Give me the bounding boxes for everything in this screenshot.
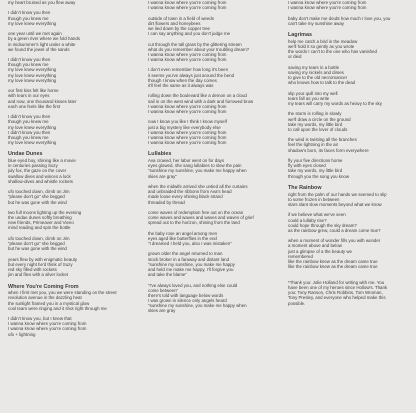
lyric-line: I wanna know where you're coming from <box>148 140 227 146</box>
lyric-line: Tony Presley, and everyone who helped make this <box>288 295 386 301</box>
lyric-line: who knows how to talk to the dead <box>288 80 356 86</box>
lyric-line: ufo touched down, climb on Jim <box>8 235 70 241</box>
lyric-line: july fox, the gaze on the cover <box>8 168 67 174</box>
lyric-line: the undae dunes softly breathing <box>8 215 72 221</box>
lyric-line: take my words, my little bird <box>288 168 343 174</box>
lyric-line: I wanna know where you're coming from <box>288 0 367 5</box>
lyric-line: “I dreamed I held you, also I was mistaken” <box>148 241 232 247</box>
lyric-line: new friends, Primeaver and Vieno <box>8 220 74 226</box>
lyric-line: made loose every shining black strand <box>148 194 223 200</box>
lyric-line: though I know when the day comes <box>148 77 217 83</box>
lyric-line: like the rainbow knew as the dream came true <box>288 259 378 264</box>
lyric-line: skies are gray” <box>148 173 177 179</box>
verse <box>288 0 412 10</box>
lyric-line: right from the palm of our hands we seemed to slip <box>288 191 387 197</box>
verse-gap <box>148 314 280 319</box>
lyric-line: my love knew everything <box>8 77 57 83</box>
verse <box>288 212 412 233</box>
verse <box>148 16 280 37</box>
lyric-line: “sunshine my sunshine, you make me happy when <box>148 303 247 309</box>
lyric-line: but he was gone with the wind <box>8 199 67 205</box>
lyric-line: grown older the angel returned to man <box>148 251 223 257</box>
verse <box>148 231 280 247</box>
lyric-line: when a moment of wonder fills you with wonder <box>288 238 381 244</box>
lyric-line: tears fall as you write <box>288 95 330 101</box>
lyric-line: like the rainbow knew as the dream came true <box>288 264 378 270</box>
lyric-line: the storm is rolling in slowly <box>288 111 342 117</box>
lyric-line: outside of town in a field of weeds <box>148 15 214 21</box>
lyric-line: stock broker in a faraway and distant land <box>148 256 230 262</box>
lyric-line: blue eyed boy, shining like a movie <box>8 158 76 164</box>
lyric-line: in centuries passing Suzy <box>8 163 58 169</box>
verse-gap <box>288 306 412 311</box>
lyric-line: fly with eyes closed <box>288 163 326 169</box>
lyric-line: now I know you like I think I know myself <box>148 119 227 125</box>
lyric-line: come waves of redemption free out on the ocean <box>148 209 244 215</box>
lyric-line: help me catch a bird in the meadow <box>288 38 358 44</box>
verse <box>288 111 412 132</box>
lyric-line: when the midwife arrived she untied all the curtains <box>148 183 248 189</box>
lyric-line: I don't even remember how long it's been <box>148 67 229 73</box>
lyric-line: come waves and waves and waves and waves of grief <box>148 215 254 221</box>
verse <box>8 114 140 145</box>
verse <box>288 65 412 86</box>
lyric-line: to some frozen in between <box>288 196 340 202</box>
verse-gap <box>288 179 412 184</box>
lyric-line: by a green river where we fold hands <box>8 36 80 42</box>
lyric-line: it seems you've always just around the bend <box>148 72 235 78</box>
lyric-line: my heart bruised as you flew away <box>8 0 76 5</box>
verse-gap <box>288 26 412 31</box>
lyric-line: we'll hold it so gently as you wrote <box>288 43 355 49</box>
lyric-line: you: Tony Ranson, Chris Robbins, Tom Wroman, <box>288 290 383 296</box>
lyric-line: but he was gone with the wind <box>8 246 67 252</box>
lyric-line: each one feels like the first <box>8 103 60 109</box>
verse <box>8 57 140 83</box>
lyric-line: “sunshine my sunshine, you make me happy <box>148 261 235 267</box>
verse <box>288 280 412 306</box>
lyric-line: spread out to the horizon, shining from the land <box>148 220 240 226</box>
lyric-line: my love knew everything <box>8 72 57 78</box>
lyric-line: the sunlight framed you in a mystical glow <box>8 300 90 306</box>
verse <box>288 91 412 107</box>
verse <box>288 238 412 269</box>
lyric-line: what do you remember about your troubling dream? <box>148 46 250 52</box>
lyric-line: I didn't know you then <box>8 10 51 16</box>
lyric-line: the wind is twisting all the branches <box>288 137 357 143</box>
lyric-line: through you the song you know <box>288 173 350 179</box>
lyric-line: and unbraided the ribbons from Ava's head <box>148 189 232 195</box>
lyric-line: jim and flies with a silver locket <box>8 272 69 278</box>
lyric-line: revolution avenue in the dazzling heat <box>8 295 82 301</box>
lyric-line: I wanna know where you're coming from <box>148 134 227 140</box>
lyric-line: or died <box>288 54 302 60</box>
lyric-line: in midsummer's light under a white <box>8 41 76 47</box>
lyric-line: saving my nickels and dimes <box>288 69 344 75</box>
lyric-line: red sky filled with rockets <box>8 266 57 272</box>
verse <box>148 0 280 10</box>
verse <box>148 283 280 314</box>
lyric-line: I wanna know where you're coming from <box>148 108 227 114</box>
lyric-line: can't take my sunshine away <box>288 20 344 26</box>
song-section <box>148 151 280 178</box>
verse <box>148 184 280 205</box>
lyric-line: fly your five directions home <box>288 158 343 164</box>
lyric-line: a moment above and below <box>288 243 342 249</box>
lyric-line: dirt flowers and honeybees <box>148 20 201 26</box>
lyric-line: I wanna know where you're coming from <box>148 0 227 5</box>
lyric-line: saving my tears in a bottle <box>288 64 340 70</box>
lyric-line: years flew by with enigmatic beauty <box>8 256 78 262</box>
verse <box>8 257 140 278</box>
lyric-line: rolling down the boulevard like a demon on a cloud <box>148 93 247 99</box>
lyric-line: I didn't know you then <box>8 57 51 63</box>
verse <box>8 31 140 52</box>
lyric-line: with tears in our eyes <box>8 93 50 99</box>
lyric-line: though you knew me <box>8 15 49 21</box>
lyric-line: I wanna know where you're coming from <box>148 129 227 135</box>
lyric-line: eyes glowed, she sang lullabies to slow the pain <box>148 163 242 169</box>
verse <box>148 67 280 88</box>
lyric-line: but every night he'd think of Suzy <box>8 261 73 267</box>
verse <box>8 236 140 252</box>
lyric-line: “sunshine my sunshine, you make me happy when <box>148 168 247 174</box>
verse <box>8 10 140 26</box>
lyric-line: just a glimpse of a the beauty we <box>288 248 352 254</box>
song-title: Lagrimas <box>288 32 312 39</box>
lyric-line: my love knew everything <box>8 140 57 146</box>
lyric-line: cut through the tall grass by the glittering stream <box>148 41 242 47</box>
lyric-line: when I first met you, you we were standing on the street <box>8 290 117 296</box>
lyric-line: “please don't go” she begged <box>8 241 65 247</box>
lyric-line: I didn't know you then <box>8 129 51 135</box>
song-section <box>8 284 140 311</box>
verse <box>288 16 412 26</box>
lyric-line: I was grown in silence only angels heard <box>148 298 227 304</box>
lyric-line: if we believe what we've seen <box>288 212 346 218</box>
lyric-line: possible. <box>288 300 306 306</box>
verse <box>8 88 140 109</box>
lyric-line: to give to the old necromancer <box>288 75 348 81</box>
lyric-line: and now, one thousand kisses later <box>8 98 77 104</box>
lyric-line: shadow's born, its faces form everywhere <box>288 147 369 153</box>
lyric-line: just a big mystery like everybody else <box>148 124 221 130</box>
lyric-line: could hope through the sky dream? <box>288 222 357 228</box>
lyrics-column-3 <box>288 0 412 311</box>
lyric-line: I wanna know where you're coming from <box>148 5 227 11</box>
lyric-line: my love knew everything <box>8 124 57 130</box>
song-title: Lullabies <box>148 151 172 158</box>
lyric-line: stars slant slow moments beyond what we know <box>288 201 382 207</box>
lyric-line: could a lullaby rise? <box>288 217 327 223</box>
lyric-line: cool tears were ringing and it shot right through me <box>8 305 107 311</box>
lyric-line: mind reading and spin the bottle <box>8 225 71 231</box>
verse-gap <box>8 277 140 282</box>
lyric-line: baby don't make me doubt how much I love you, you <box>288 15 391 21</box>
verse-gap <box>8 145 140 150</box>
verse <box>288 137 412 153</box>
verse <box>148 93 280 114</box>
song-section <box>288 185 412 207</box>
song-title: Where You're Coming From <box>8 283 79 290</box>
lyric-line: slip your quill into my well <box>288 90 338 96</box>
lyric-line: we lied down by the copper tree <box>148 25 210 31</box>
lyric-line: we found the jewel of the sands <box>8 46 70 52</box>
lyric-line: it'll feel the same as it always was <box>148 83 214 88</box>
lyric-line: though you knew me <box>8 62 49 68</box>
lyric-line: two full moons lighting up the evening <box>8 209 82 215</box>
song-title: Undae Dunes <box>8 151 43 158</box>
lyric-line: to call upon the lover of clouds <box>288 126 348 132</box>
lyric-line: ufo touched down, climb on Jim <box>8 189 70 195</box>
lyric-line: “I've always loved you, and nothing else could <box>148 282 238 288</box>
lyric-line: and held me make me happy, I'll forgive you <box>148 266 234 272</box>
lyric-line: swallow dives and winces a lock <box>8 173 71 179</box>
lyric-line: I wanna know where you're coming from <box>8 321 87 327</box>
lyric-line: we'll draw a circle on the ground <box>288 116 351 122</box>
lyric-line: one year until we met again <box>8 31 62 37</box>
lyric-line: ufo + lightning <box>8 331 36 337</box>
verse <box>148 42 280 63</box>
lyric-line: my love knew everything <box>8 67 57 73</box>
lyric-line: “please don't go” she begged <box>8 194 65 200</box>
song-section <box>288 32 412 59</box>
verse-gap <box>8 337 140 342</box>
lyric-line: there's told with language below words <box>148 292 224 298</box>
lyric-line: eyes aged like butterflies in the end <box>148 235 217 241</box>
verse <box>8 316 140 337</box>
lyric-line: Ava crowed, her labor went on for days <box>148 158 225 164</box>
lyric-line: though you knew me <box>8 134 49 140</box>
lyric-line: have been one of my heroes since Hollow's. Thank <box>288 284 388 290</box>
lyric-line: *Thank you: Jolie Holland for writing with me. You <box>288 279 385 285</box>
lyric-line: take my words, my little bird <box>288 121 343 127</box>
lyric-line: skies are gray <box>148 308 176 314</box>
lyric-line: remembered <box>288 253 313 259</box>
lyrics-column-1 <box>8 0 140 342</box>
lyrics-column-2 <box>148 0 280 319</box>
lyric-line: I didn't know you then <box>8 114 51 120</box>
verse <box>288 158 412 179</box>
lyric-line: the baby rose an angel among men <box>148 230 218 236</box>
lyric-line: as the rainbow grew, could a dream come true? <box>288 227 381 233</box>
verse <box>148 210 280 226</box>
verse <box>8 189 140 205</box>
lyric-line: my tears will carry my words as heavy to the sky <box>288 100 382 106</box>
lyric-line: my love knew everything <box>8 20 57 26</box>
lyric-line: our first kiss felt like home <box>8 88 59 94</box>
song-section <box>8 151 140 184</box>
verse <box>148 251 280 277</box>
lyric-line: the words I can't to the one who has vanished <box>288 49 377 55</box>
verse-gap <box>148 145 280 150</box>
lyric-line: I wanna know where you're coming from <box>148 51 227 57</box>
lyric-line: and take the blame” <box>148 272 187 278</box>
lyric-line: I wanna know where you're coming from <box>148 103 227 109</box>
lyric-line: threaded by thread <box>148 199 185 205</box>
lyric-line: I can say anything and you don't judge me <box>148 31 231 37</box>
lyric-line: sail in on the west wind with a dark and furrowed brow <box>148 98 254 104</box>
song-title: The Rainbow <box>288 184 322 191</box>
lyric-line: though you knew me <box>8 119 49 125</box>
lyric-line: I didn't know you, but I knew that <box>8 316 72 322</box>
lyric-line: I wanna know where you're coming from <box>288 5 367 11</box>
lyric-line: feel the lightning in the air <box>288 142 339 148</box>
lyric-line: shallow-dives and whistle rockets <box>8 178 73 184</box>
verse <box>8 210 140 231</box>
lyric-line: I wanna know where you're coming from <box>8 326 87 332</box>
verse <box>148 119 280 145</box>
lyric-line: I wanna know where you're coming from <box>148 57 227 63</box>
lyric-line: come between” <box>148 287 179 293</box>
